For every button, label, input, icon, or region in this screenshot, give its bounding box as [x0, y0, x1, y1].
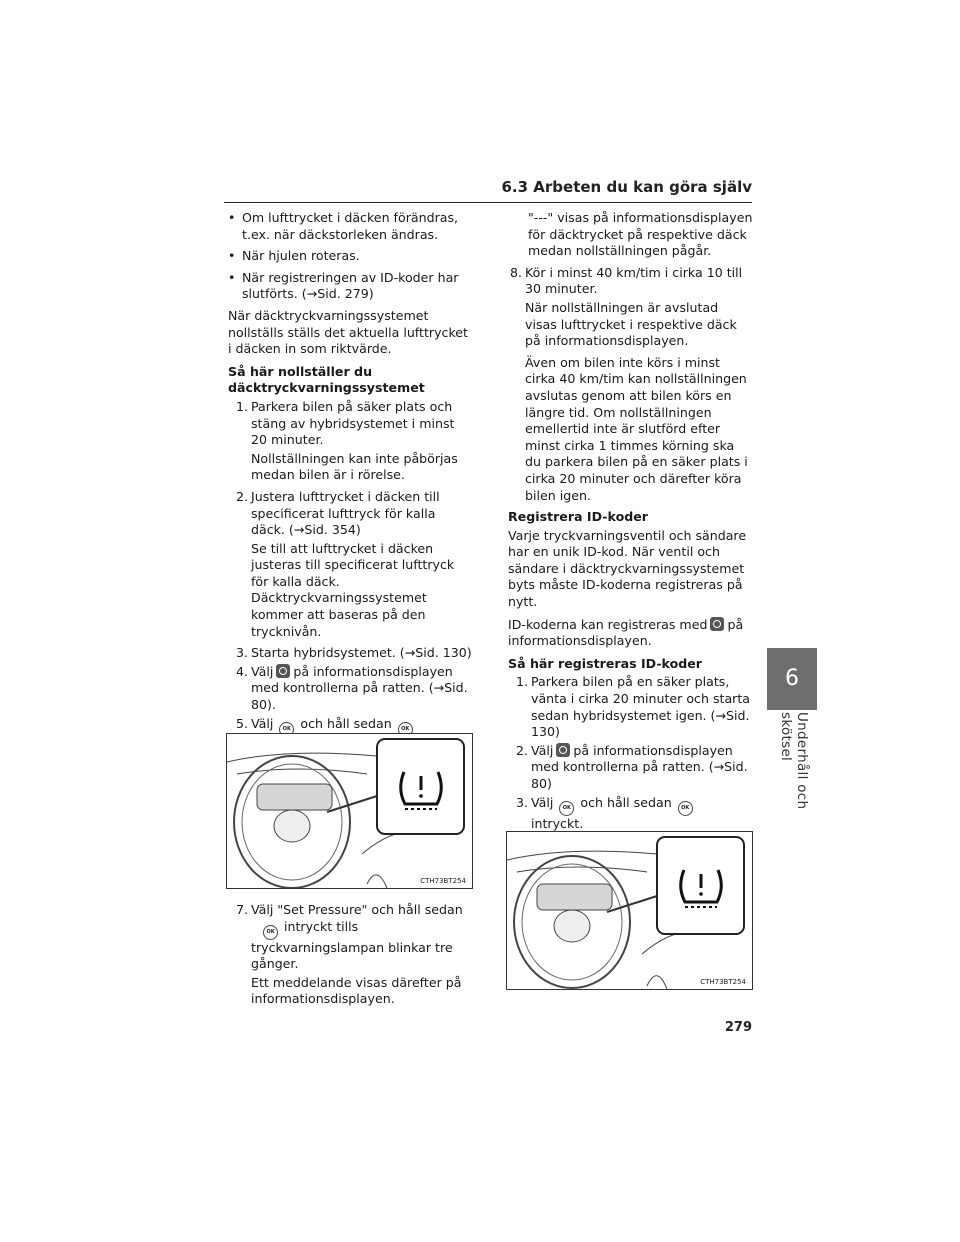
settings-display-icon [276, 664, 290, 678]
bullet-item: • När registreringen av ID-koder har slutförts. (→Sid. 279) [228, 270, 473, 303]
chapter-tab: 6 [767, 648, 817, 710]
step-7-continued: "---" visas på informationsdisplayen för däcktrycket på respektive däck medan nollställningen pågår. [528, 210, 753, 259]
settings-display-icon [556, 743, 570, 757]
dashboard-illustration [506, 831, 753, 990]
dashboard-illustration [226, 733, 473, 889]
step-7: 7. Välj "Set Pressure" och håll sedan OK intryckt tills tryckvarningslampan blinkar tre gånger. [235, 902, 463, 972]
step-2-note: Se till att lufttrycket i däcken justeras till specificerat lufttryck för kalla däck. Däcktryckvarningssystemet kommer att baseras på den trycknivån. [251, 540, 455, 639]
step-7-note: Ett meddelande visas därefter på informationsdisplayen. [251, 974, 462, 1007]
figure-code: CTH73BT254 [700, 978, 746, 986]
paragraph: När däcktryckvarningssystemet nollställs ställs det aktuella lufttrycket i däcken in som riktvärde. [228, 307, 468, 357]
left-column [228, 210, 473, 795]
ok-button-icon: OK [559, 801, 574, 816]
step-8-note-2: Även om bilen inte körs i minst cirka 40 km/tim kan nollställningen avslutas genom att bilen körs en längre tid. Om nollställningen emellertid inte är slutförd efter minst cirka 1 timmes körning ska du parkera bilen på en säker plats i cirka 20 minuter och därefter köra bilen igen. [525, 354, 748, 503]
subheading-register: Registrera ID-koder [508, 509, 648, 525]
ok-button-icon: OK [398, 722, 413, 737]
step-4: 4. Välj på informationsdisplayen med kontrollerna på ratten. (→Sid. 80). [235, 663, 468, 713]
step-2: 2. Justera lufttrycket i däcken till specificerat lufttryck för kalla däck. (→Sid. 354) [235, 488, 440, 538]
step-8-note-1: När nollställningen är avslutad visas lufttrycket i respektive däck på informationsdisplayen. [525, 299, 737, 349]
step-1-note: Nollställningen kan inte påbörjas medan bilen är i rörelse. [251, 450, 458, 483]
step-8: 8. Kör i minst 40 km/tim i cirka 10 till 30 minuter. [509, 264, 743, 297]
register-step-2: 2. Välj på informationsdisplayen med kontrollerna på ratten. (→Sid. 80) [515, 742, 748, 791]
right-column [508, 210, 753, 874]
ok-button-icon: OK [263, 925, 278, 940]
step-1: 1. Parkera bilen på säker plats och stäng av hybridsystemet i minst 20 minuter. [235, 398, 455, 448]
dashboard-drawing [507, 832, 752, 989]
subheading-reset: Så här nollställer du däcktryckvarningssystemet [228, 363, 425, 396]
register-step-3: 3. Välj OK och håll sedan OK intryckt. [514, 795, 753, 833]
page-number: 279 [724, 1020, 752, 1035]
bullet-item: • Om lufttrycket i däcken förändras, t.ex. när däckstorleken ändras. [228, 210, 473, 243]
chapter-label: Underhåll och skötsel [778, 712, 810, 810]
register-step-1: 1. Parkera bilen på en säker plats, vänta i cirka 20 minuter och starta sedan hybridsystemet igen. (→Sid. 130) [515, 674, 750, 740]
paragraph: ID-koderna kan registreras med på informationsdisplayen. [508, 616, 744, 649]
bullet-item: • När hjulen roteras. [228, 248, 473, 265]
paragraph: Varje tryckvarningsventil och sändare har en unik ID-kod. När ventil och sändare i däcktryckvarningssystemet byts måste ID-koderna registreras på nytt. [508, 527, 747, 610]
ok-button-icon: OK [678, 801, 693, 816]
step-5: 5. Välj OK och håll sedan OK [234, 716, 473, 754]
settings-display-icon [710, 617, 724, 631]
figure-code: CTH73BT254 [420, 877, 466, 885]
section-header: 6.3 Arbeten du kan göra själv [224, 178, 752, 203]
subheading-register-steps: Så här registreras ID-koder [508, 655, 703, 671]
dashboard-drawing [227, 734, 472, 888]
step-3: 3. Starta hybridsystemet. (→Sid. 130) [235, 645, 472, 661]
ok-button-icon: OK [279, 722, 294, 737]
left-column-bottom [228, 902, 473, 1013]
